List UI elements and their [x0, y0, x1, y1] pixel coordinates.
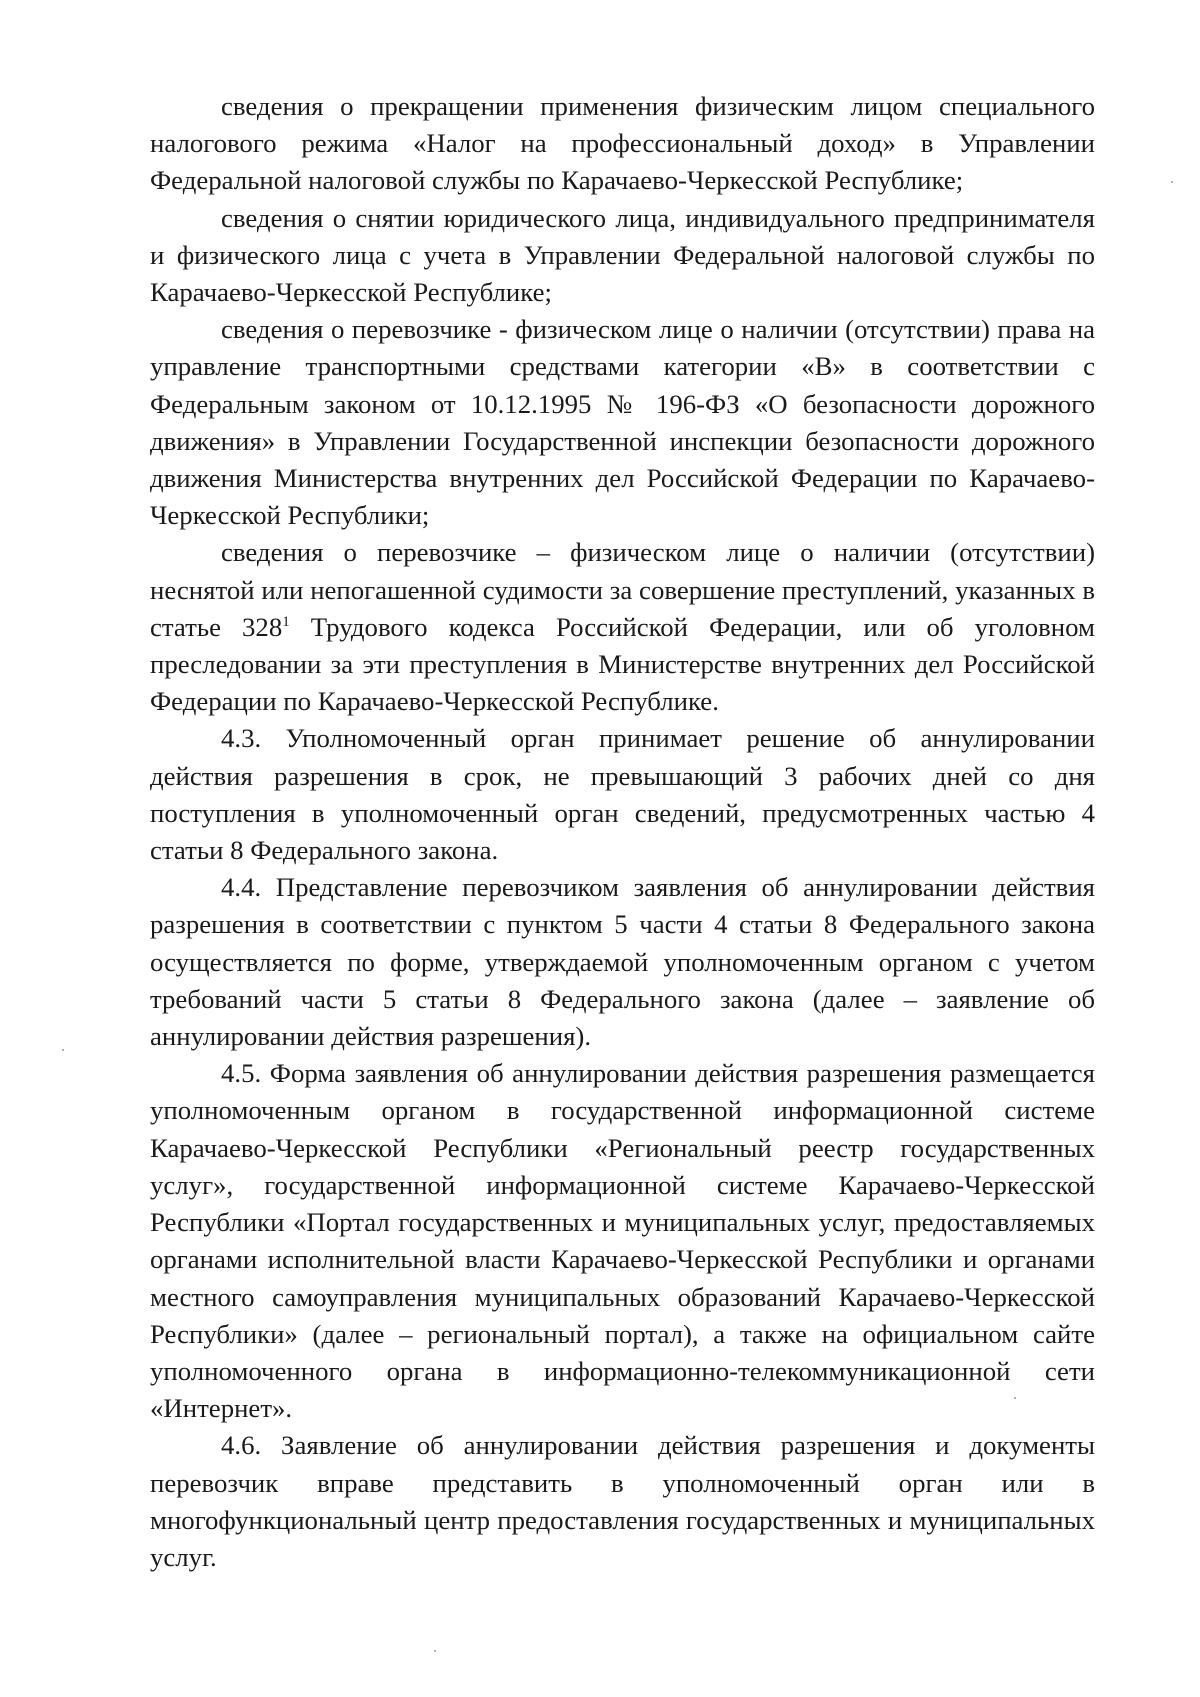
scan-speck	[1014, 1397, 1016, 1399]
paragraph-criminal-record-text-after: Трудового кодекса Российской Федерации, или об уголовном преследовании за эти преступления в Министерстве внутренних дел Российской Федерации по Карачаево-Черкесской Республике.	[150, 611, 1095, 717]
paragraph-4-6: 4.6. Заявление об аннулировании действия разрешения и документы перевозчик вправе представить в уполномоченный орган или в многофункциональный центр предоставления государственных и муниципальных услуг.	[150, 1430, 1095, 1572]
scan-speck	[434, 1650, 436, 1652]
article-superscript: 1	[282, 613, 290, 630]
paragraph-deregistration-info: сведения о снятии юридического лица, индивидуального предпринимателя и физического лица с учета в Управлении Федеральной налоговой службы по Карачаево-Черкесской Республике;	[150, 202, 1095, 308]
paragraph-criminal-record-info	[150, 534, 1095, 720]
document-body	[150, 88, 1095, 1576]
paragraph-driving-license-info: сведения о перевозчике - физическом лице о наличии (отсутствии) права на управление транспортными средствами категории «В» в соответствии с Федеральным законом от 10.12.1995 № 196-ФЗ «О безопасности дорожного движения» в Управлении Государственной инспекции безопасности дорожного движения Министерства внутренних дел Российской Федерации по Карачаево-Черкесской Республики;	[150, 314, 1095, 531]
scan-speck	[1171, 181, 1173, 183]
paragraph-4-3: 4.3. Уполномоченный орган принимает решение об аннулировании действия разрешения в срок, не превышающий 3 рабочих дней со дня поступления в уполномоченный орган сведений, предусмотренных частью 4 статьи 8 Федерального закона.	[150, 723, 1095, 866]
paragraph-tax-regime-info: сведения о прекращении применения физическим лицом специального налогового режима «Налог на профессиональный доход» в Управлении Федеральной налоговой службы по Карачаево-Черкесской Республике;	[150, 91, 1095, 196]
paragraph-4-5: 4.5. Форма заявления об аннулировании действия разрешения размещается уполномоченным органом в государственной информационной системе Карачаево-Черкесской Республики «Региональный реестр государственных услуг», государственной информационной системе Карачаево-Черкесской Республики «Портал государственных и муниципальных услуг, предоставляемых органами исполнительной власти Карачаево-Черкесской Республики и органами местного самоуправления муниципальных образований Карачаево-Черкесской Республики» (далее – региональный портал), а также на официальном сайте уполномоченного органа в информационно-телекоммуникационной сети «Интернет».	[150, 1058, 1095, 1424]
paragraph-criminal-record-text-before: сведения о перевозчике – физическом лице о наличии (отсутствии) неснятой или непогашенной судимости за совершение преступлений, указанных в статье 328	[150, 537, 1095, 642]
paragraph-4-4: 4.4. Представление перевозчиком заявления об аннулировании действия разрешения в соответствии с пунктом 5 части 4 статьи 8 Федерального закона осуществляется по форме, утверждаемой уполномоченным органом с учетом требований части 5 статьи 8 Федерального закона (далее – заявление об аннулировании действия разрешения).	[150, 872, 1095, 1052]
scan-speck	[62, 1049, 64, 1051]
